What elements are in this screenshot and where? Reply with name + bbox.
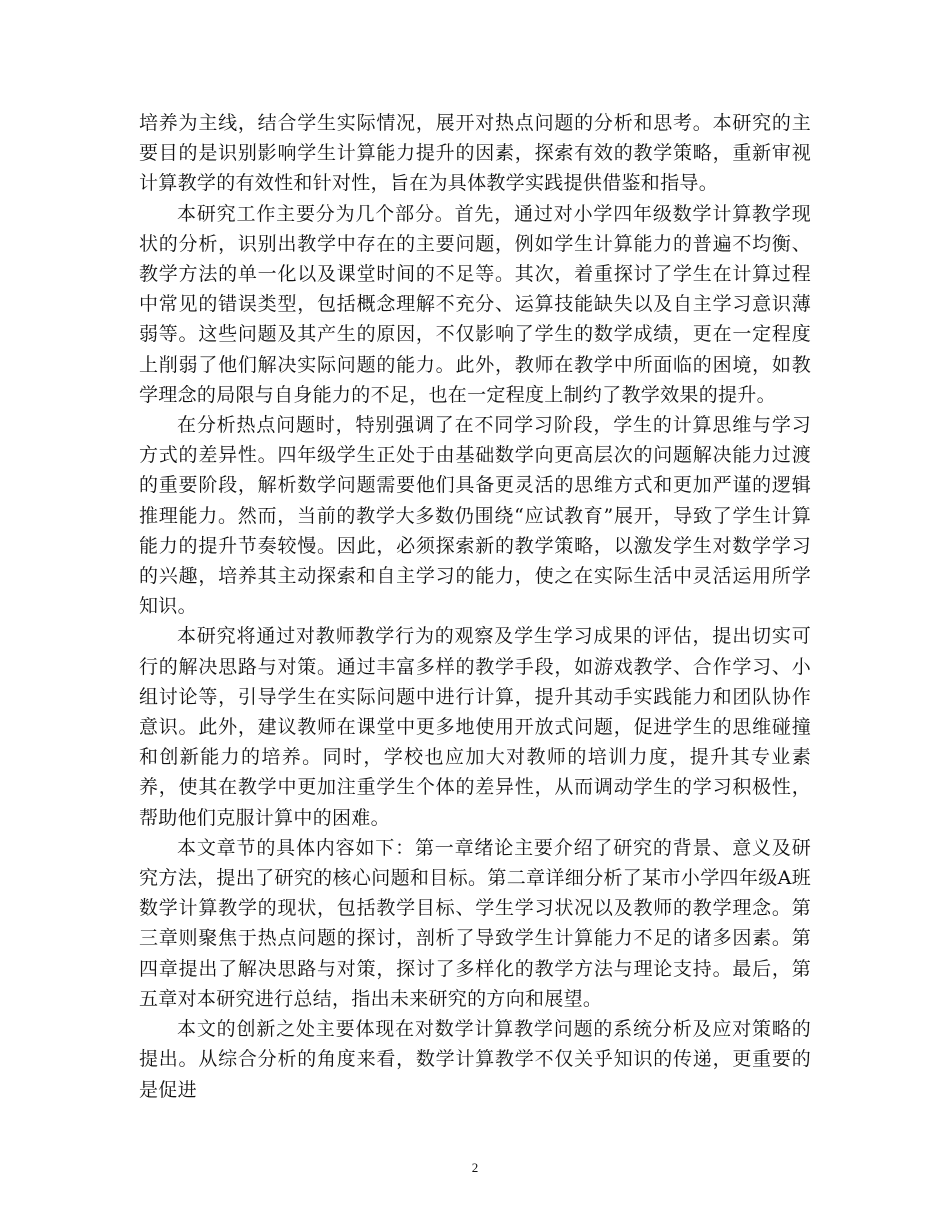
- paragraph-innovation: 本文的创新之处主要体现在对数学计算教学问题的系统分析及应对策略的提出。从综合分析的角度来看，数学计算教学不仅关乎知识的传递，更重要的是促进: [139, 1018, 811, 1101]
- paragraph-research-structure: 本研究工作主要分为几个部分。首先，通过对小学四年级数学计算教学现状的分析，识别出教学中存在的主要问题，例如学生计算能力的普遍不均衡、教学方法的单一化以及课堂时间的不足等。其次，着重探讨了学生在计算过程中常见的错误类型，包括概念理解不充分、运算技能缺失以及自主学习意识薄弱等。这些问题及其产生的原因，不仅影响了学生的数学成绩，更在一定程度上削弱了他们解决实际问题的能力。此外，教师在教学中所面临的困境，如教学理念的局限与自身能力的不足，也在一定程度上制约了教学效果的提升。: [139, 202, 811, 406]
- paragraph-solutions: 本研究将通过对教师教学行为的观察及学生学习成果的评估，提出切实可行的解决思路与对策。通过丰富多样的教学手段，如游戏教学、合作学习、小组讨论等，引导学生在实际问题中进行计算，提升其动手实践能力和团队协作意识。此外，建议教师在课堂中更多地使用开放式问题，促进学生的思维碰撞和创新能力的培养。同时，学校也应加大对教师的培训力度，提升其专业素养，使其在教学中更加注重学生个体的差异性，从而调动学生的学习积极性，帮助他们克服计算中的困难。: [139, 625, 811, 829]
- paragraph-hotspot-analysis: 在分析热点问题时，特别强调了在不同学习阶段，学生的计算思维与学习方式的差异性。四年级学生正处于由基础数学向更高层次的问题解决能力过渡的重要阶段，解析数学问题需要他们具备更灵活的思维方式和更加严谨的逻辑推理能力。然而，当前的教学大多数仍围绕“应试教育”展开，导致了学生计算能力的提升节奏较慢。因此，必须探索新的教学策略，以激发学生对数学学习的兴趣，培养其主动探索和自主学习的能力，使之在实际生活中灵活运用所学知识。: [139, 414, 811, 618]
- paragraph-chapter-overview: 本文章节的具体内容如下：第一章绪论主要介绍了研究的背景、意义及研究方法，提出了研究的核心问题和目标。第二章详细分析了某市小学四年级A班数学计算教学的现状，包括教学目标、学生学习状况以及教师的教学理念。第三章则聚焦于热点问题的探讨，剖析了导致学生计算能力不足的诸多因素。第四章提出了解决思路与对策，探讨了多样化的教学方法与理论支持。最后，第五章对本研究进行总结，指出未来研究的方向和展望。: [139, 836, 811, 1010]
- paragraph-continued: 培养为主线，结合学生实际情况，展开对热点问题的分析和思考。本研究的主要目的是识别影响学生计算能力提升的因素，探索有效的教学策略，重新审视计算教学的有效性和针对性，旨在为具体教学实践提供借鉴和指导。: [139, 112, 811, 195]
- page-number: 2: [471, 1160, 479, 1175]
- body-text: [139, 108, 811, 1105]
